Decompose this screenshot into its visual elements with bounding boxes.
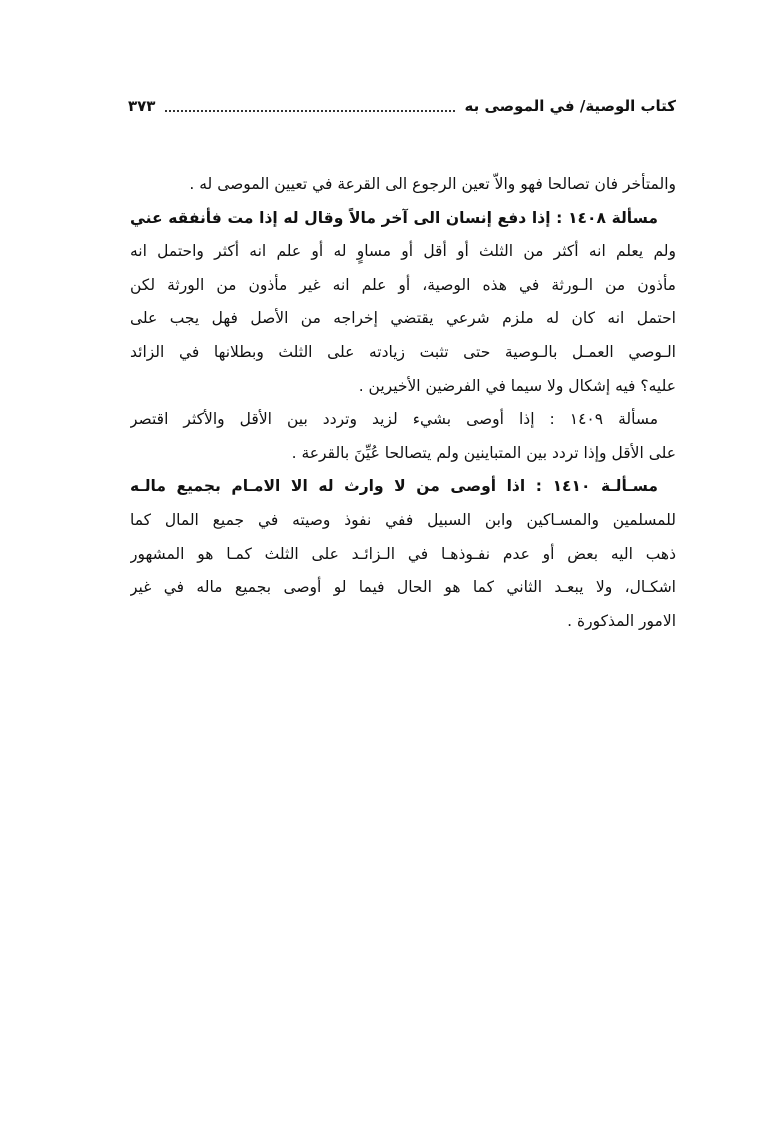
text-line: والمتأخر فان تصالحا فهو والاّ تعين الرجوع الى القرعة في تعيين الموصى له . [189, 175, 676, 193]
text-line: مسألة ١٤٠٩ : إذا أوصى بشيء لزيد وتردد بين الأقل والأكثر اقتصر [130, 410, 659, 429]
text-line: ولم يعلم انه أكثر من الثلث أو أقل أو مساوٍ له أو علم انه أكثر واحتمل انه [130, 242, 676, 261]
text-line: احتمل انه كان له ملزم شرعي يقتضي إخراجه من الأصل فهل يجب على [130, 309, 676, 328]
text-line: على الأقل وإذا تردد بين المتباينين ولم يتصالحا عُيِّنَ بالقرعة . [291, 443, 676, 462]
text-line: مأذون من الـورثة في هذه الوصية، أو علم انه غير مأذون من الورثة لكن [130, 275, 676, 294]
text-line: للمسلمين والمسـاكين وابن السبيل ففي نفوذ وصيته في جميع المال كما [130, 510, 676, 529]
running-header [128, 92, 676, 120]
text-line: مسـألـة ١٤١٠ : اذا أوصى من لا وارث له الا الامـام بجميع مالـه [130, 477, 658, 496]
text-line: الامور المذكورة . [567, 611, 676, 630]
page-number: ٣٧٣ [128, 97, 156, 115]
chapter-title: كتاب الوصية/ في الموصى به [464, 97, 676, 115]
text-line: عليه؟ فيه إشكال ولا سيما في الفرضين الأخيرين . [358, 376, 676, 395]
text-line: اشكـال، ولا يبعـد الثاني كما هو الحال فيما لو أوصى بجميع ماله في غير [130, 578, 676, 597]
body-text [130, 168, 676, 638]
text-line: مسألة ١٤٠٨ : إذا دفع إنسان الى آخر مالاً وقال له إذا مت فأنفقه عني [130, 208, 658, 227]
text-line: الـوصي العمـل بالـوصية حتى تثبت زيادته على الثلث وبطلانها في الزائد [130, 342, 676, 361]
text-line: ذهب اليه بعض أو عدم نفـوذهـا في الـزائـد على الثلث كمـا هو المشهور [130, 544, 676, 563]
dotted-leader [165, 100, 454, 112]
